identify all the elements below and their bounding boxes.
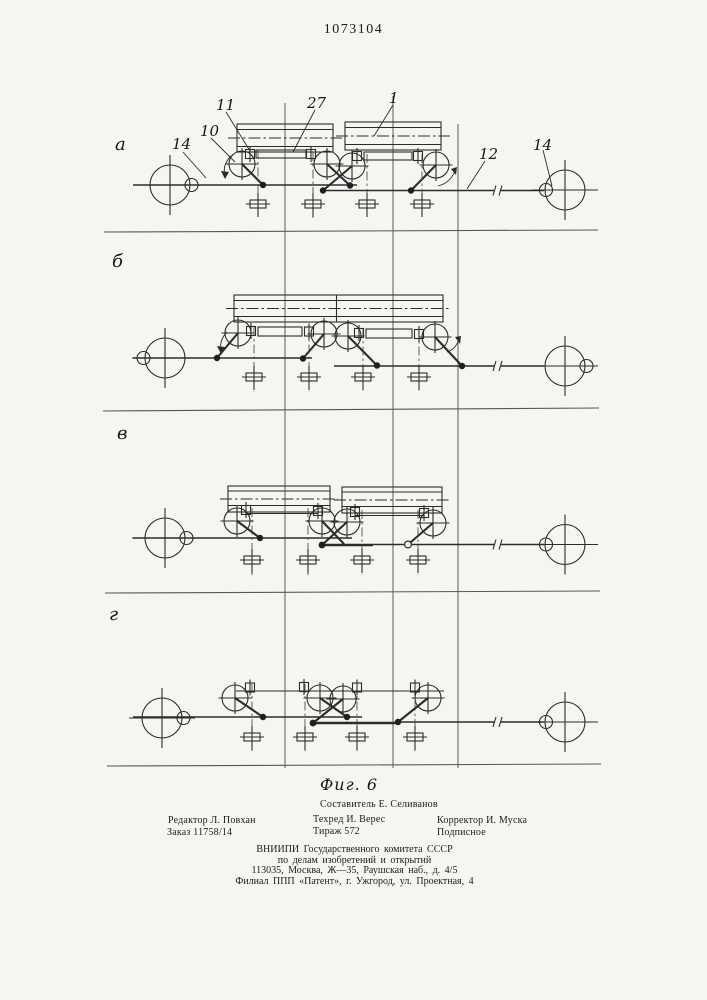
order-number: Заказ 11758/14	[167, 827, 233, 838]
callout-right-wheel: 14	[533, 136, 553, 154]
rope-break-mark	[493, 717, 502, 727]
stage-a-label: а	[115, 134, 126, 155]
print-run: Тираж 572	[313, 826, 360, 837]
pusher-bar	[247, 323, 314, 340]
corrector-credit: Корректор И. Муска	[437, 815, 528, 826]
stage-b-diagram	[112, 251, 598, 396]
callout-car: 1	[389, 89, 399, 107]
roller	[221, 505, 254, 537]
roller	[327, 683, 360, 715]
callout-clamp: 11	[216, 96, 236, 114]
publisher-block	[182, 845, 527, 887]
pusher-bar	[355, 325, 424, 342]
stage-g-diagram	[109, 604, 598, 752]
pusher-bar	[246, 146, 316, 162]
org-line-3: 113035, Москва, Ж—35, Раушская наб., д. 4/5	[251, 865, 458, 877]
patent-number: 1073104	[323, 22, 384, 37]
org-line-4: Филиал ППП «Патент», г. Ужгород, ул. Проектная, 4	[235, 875, 474, 887]
compiler-credit: Составитель Е. Селиванов	[320, 799, 438, 810]
org-line-2: по делам изобретений и открытий	[277, 854, 432, 866]
rope-break-mark	[493, 540, 502, 550]
stage-b-label: б	[112, 251, 123, 272]
stage-v-diagram	[117, 423, 598, 575]
rail-supports	[240, 684, 427, 752]
rotation-arrow	[447, 336, 461, 352]
rope-break-mark	[493, 186, 502, 196]
callout-lever: 10	[200, 122, 220, 140]
figure-caption: Фиг. 6	[320, 775, 379, 794]
callout-rope: 12	[479, 145, 499, 163]
left-drive-wheel	[129, 688, 195, 748]
org-line-1: ВНИИПИ Государственного комитета СССР	[256, 844, 453, 855]
stage-a-diagram	[115, 89, 598, 220]
subscription-note: Подписное	[437, 827, 486, 838]
reference-lines	[285, 96, 458, 768]
techred-credit: Техред И. Верес	[313, 814, 386, 825]
editor-credit: Редактор Л. Повхан	[168, 815, 256, 826]
rope-break-mark	[493, 361, 502, 371]
roller	[219, 682, 252, 714]
carrier-bracket	[236, 679, 444, 696]
callout-pusher-bar: 27	[307, 94, 327, 112]
callout-left-wheel: 14	[172, 135, 192, 153]
stage-g-label: г	[109, 604, 119, 625]
roller	[412, 682, 445, 714]
coupled-car-bodies	[226, 295, 451, 322]
stage-v-label: в	[117, 423, 128, 444]
